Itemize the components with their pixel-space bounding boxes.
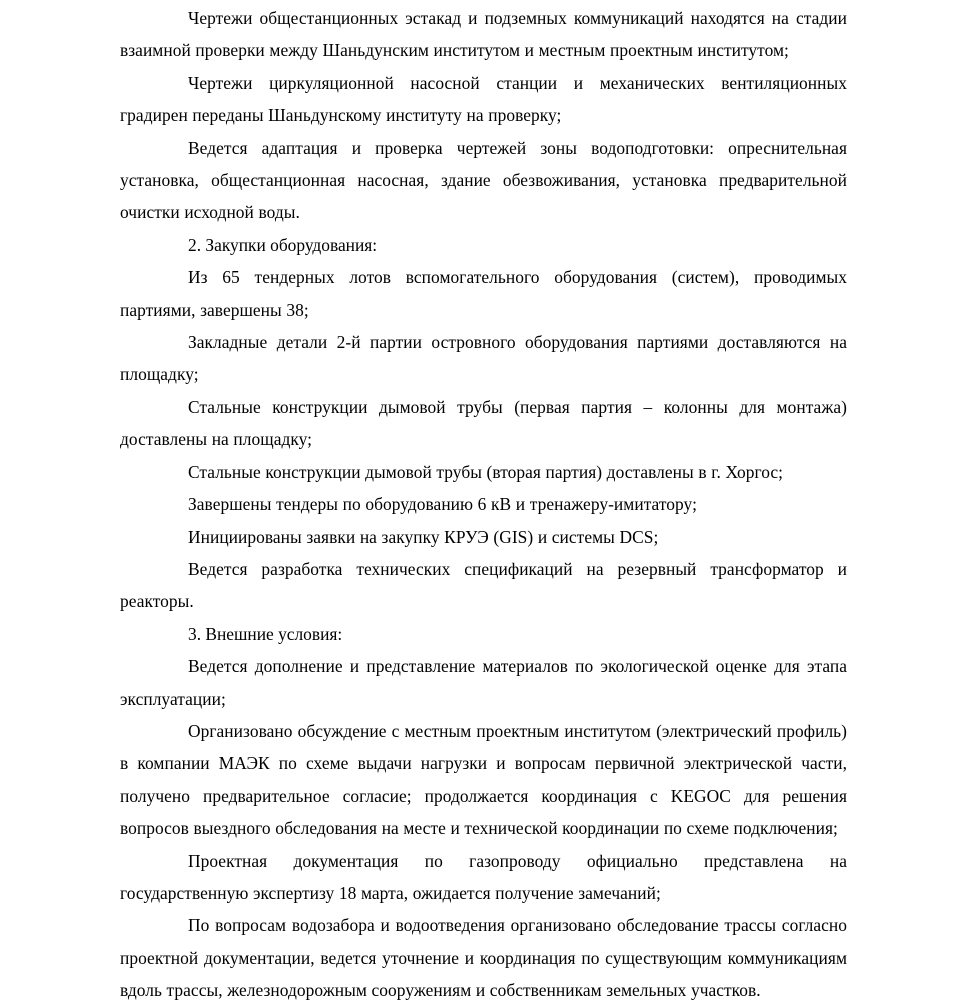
paragraph-embedded-parts-second-batch: Закладные детали 2-й партии островного оборудования партиями доставляются на площадку; <box>120 332 847 385</box>
paragraph-gas-pipeline-expertise: Проектная документация по газопроводу официально представлена на государственную экспертизу 18 марта, ожидается получение замечаний; <box>120 850 847 903</box>
paragraph-water-treatment-zone: Ведется адаптация и проверка чертежей зоны водоподготовки: опреснительная установка, общестанционная насосная, здание обезвоживания, установка предварительной очистки исходной воды. <box>120 137 847 223</box>
paragraph-spare-transformer-specs: Ведется разработка технических спецификаций на резервный трансформатор и реакторы. <box>120 558 847 612</box>
paragraph-tenders-6kv-simulator: Завершены тендеры по оборудованию 6 кВ и тренажеру-имитатору; <box>188 494 697 515</box>
paragraph-water-intake-survey: По вопросам водозабора и водоотведения организовано обследование трассы согласно проектной документации, ведется уточнение и координация по существующим коммуникациям вдоль трассы, железнодорожным сооружениям и собственникам земельных участков. <box>120 915 847 1001</box>
paragraph-tender-lots-completed: Из 65 тендерных лотов вспомогательного оборудования (систем), проводимых партиями, завершены 38; <box>120 267 847 320</box>
paragraph-chimney-steel-first-batch: Стальные конструкции дымовой трубы (первая партия – колонны для монтажа) доставлены на площадку; <box>120 396 847 450</box>
paragraph-circulating-pump-station: Чертежи циркуляционной насосной станции и механических вентиляционных градирен переданы Шаньдунскому институту на проверку; <box>120 72 847 126</box>
paragraph-chimney-steel-second-batch: Стальные конструкции дымовой трубы (вторая партия) доставлены в г. Хоргос; <box>188 461 784 482</box>
document-text-column <box>120 2 847 1002</box>
paragraph-gis-dcs-requests: Инициированы заявки на закупку КРУЭ (GIS) и системы DCS; <box>188 526 659 547</box>
paragraph-drawings-overhead-racks: Чертежи общестанционных эстакад и подземных коммуникаций находятся на стадии взаимной проверки между Шаньдунским институтом и местным проектным институтом; <box>120 8 847 61</box>
paragraph-maek-kegoc-coordination: Организовано обсуждение с местным проектным институтом (электрический профиль) в компании МАЭК по схеме выдачи нагрузки и вопросам первичной электрической части, получено предварительное согласие; продолжается координация с KEGOC для решения вопросов выездного обследования на месте и технической координации по схеме подключения; <box>120 720 847 839</box>
heading-section-3-external-conditions: 3. Внешние условия: <box>188 623 343 644</box>
paragraph-environmental-assessment: Ведется дополнение и представление материалов по экологической оценке для этапа эксплуатации; <box>120 656 847 709</box>
heading-section-2-equipment-procurement: 2. Закупки оборудования: <box>188 234 378 255</box>
